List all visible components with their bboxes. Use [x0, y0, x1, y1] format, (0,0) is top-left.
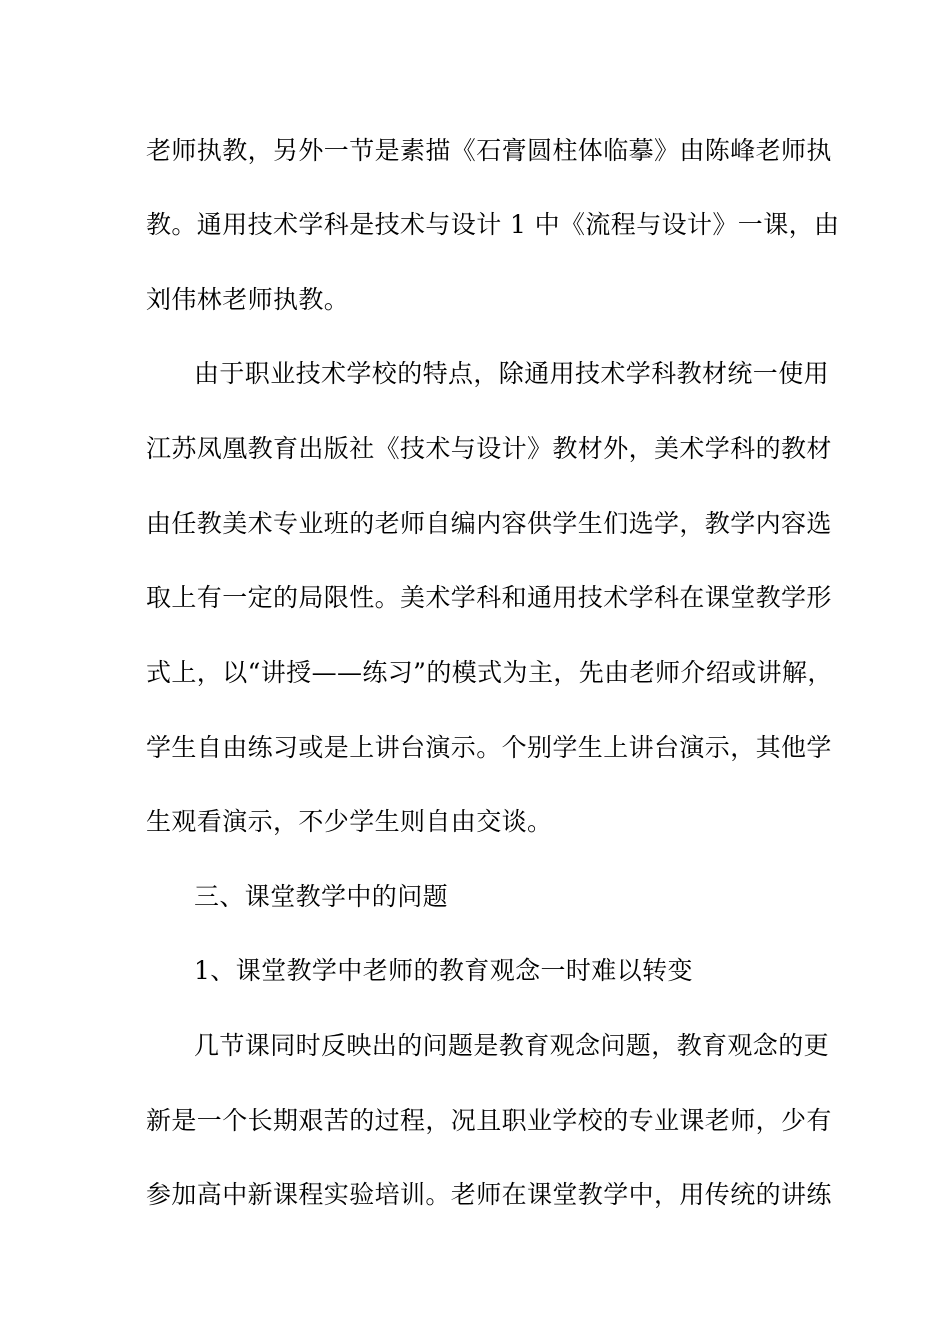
paragraph-line: 学生自由练习或是上讲台演示。个别学生上讲台演示，其他学 [146, 733, 832, 762]
paragraph-line: 教。通用技术学科是技术与设计 1 中《流程与设计》一课，由 [146, 210, 840, 239]
subsection-heading: 1、课堂教学中老师的教育观念一时难以转变 [194, 956, 693, 985]
section-heading: 三、课堂教学中的问题 [194, 882, 449, 911]
paragraph-line: 取上有一定的局限性。美术学科和通用技术学科在课堂教学形 [146, 583, 832, 612]
paragraph-line: 刘伟林老师执教。 [146, 285, 350, 314]
paragraph-line: 江苏凤凰教育出版社《技术与设计》教材外，美术学科的教材 [146, 434, 832, 463]
paragraph-line: 老师执教，另外一节是素描《石膏圆柱体临摹》由陈峰老师执 [146, 136, 832, 165]
paragraph-line: 式上，以“讲授——练习”的模式为主，先由老师介绍或讲解， [146, 658, 833, 687]
paragraph-line: 由于职业技术学校的特点，除通用技术学科教材统一使用 [194, 359, 830, 388]
paragraph-line: 参加高中新课程实验培训。老师在课堂教学中，用传统的讲练 [146, 1180, 832, 1209]
paragraph-line: 新是一个长期艰苦的过程，况且职业学校的专业课老师，少有 [146, 1106, 832, 1135]
paragraph-line: 由任教美术专业班的老师自编内容供学生们选学，教学内容选 [146, 509, 832, 538]
paragraph-line: 几节课同时反映出的问题是教育观念问题，教育观念的更 [194, 1031, 830, 1060]
paragraph-line: 生观看演示，不少学生则自由交谈。 [146, 807, 553, 836]
